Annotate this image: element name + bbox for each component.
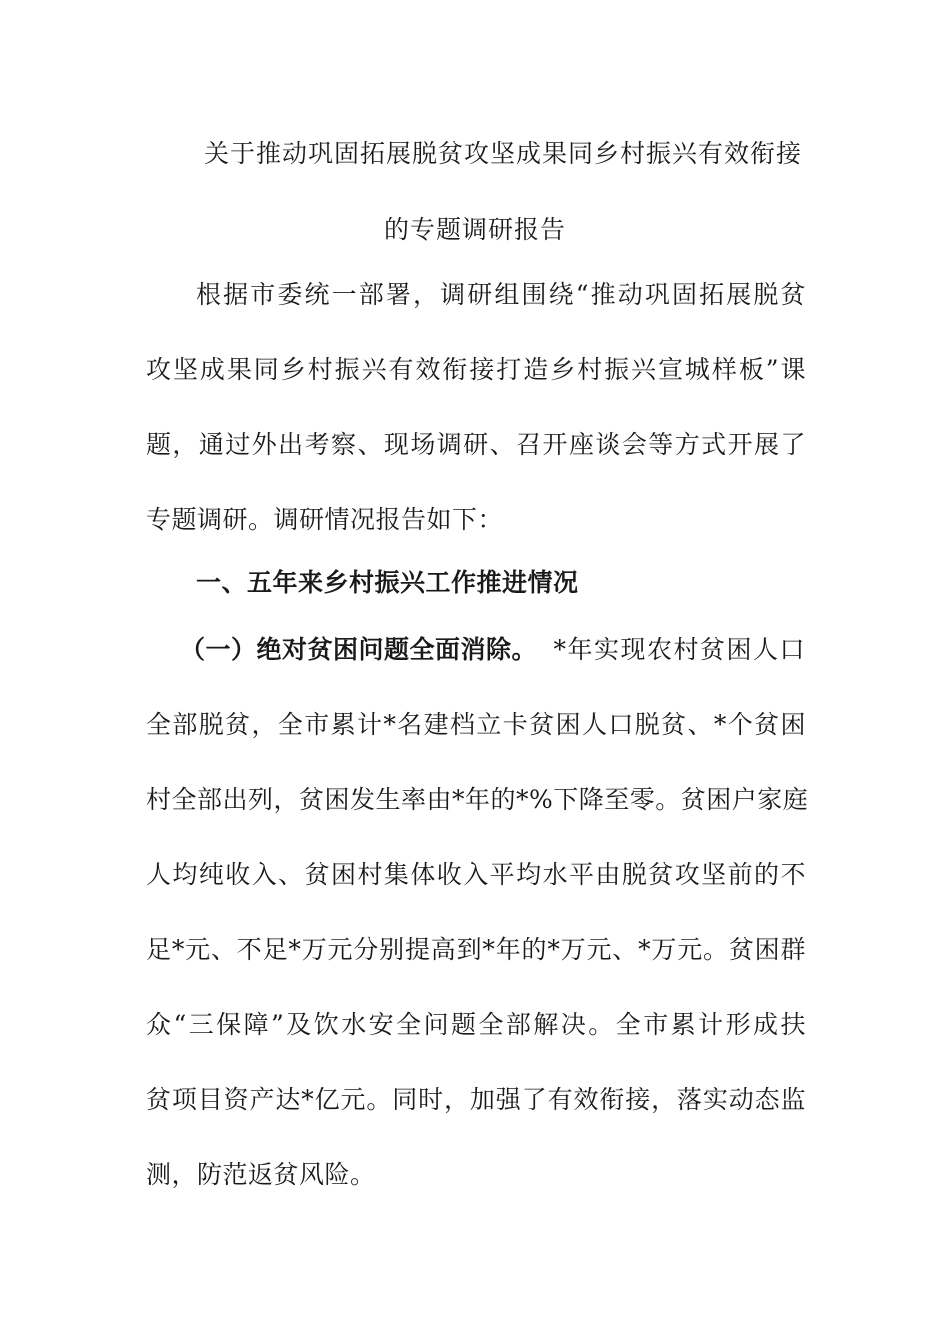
subsection-paragraph-line: 测，防范返贫风险。 — [146, 1160, 376, 1189]
intro-paragraph-line: 根据市委统一部署，调研组围绕“推动巩固拓展脱贫 — [196, 280, 806, 309]
document-title-line-2: 的专题调研报告 — [383, 215, 566, 244]
intro-paragraph-line: 题，通过外出考察、现场调研、召开座谈会等方式开展了 — [146, 430, 806, 459]
subsection-paragraph-line: 众“三保障”及饮水安全问题全部解决。全市累计形成扶 — [146, 1010, 806, 1039]
subsection-paragraph-line: 村全部出列，贫困发生率由*年的*%下降至零。贫困户家庭 — [146, 785, 809, 814]
subsection-line-start: *年实现农村贫困人口 — [553, 635, 806, 664]
document-title-line-1: 关于推动巩固拓展脱贫攻坚成果同乡村振兴有效衔接 — [203, 139, 802, 168]
section-heading: 一、五年来乡村振兴工作推进情况 — [196, 568, 579, 597]
subsection-first-line — [180, 630, 806, 666]
subsection-paragraph-line: 贫项目资产达*亿元。同时，加强了有效衔接，落实动态监 — [146, 1085, 806, 1114]
subsection-paragraph-line: 人均纯收入、贫困村集体收入平均水平由脱贫攻坚前的不 — [146, 860, 806, 889]
subsection-paragraph-line: 足*元、不足*万元分别提高到*年的*万元、*万元。贫困群 — [146, 935, 806, 964]
intro-paragraph-line: 专题调研。调研情况报告如下： — [146, 505, 504, 534]
subsection-lead: （一）绝对贫困问题全面消除。 — [180, 635, 538, 664]
intro-paragraph-line: 攻坚成果同乡村振兴有效衔接打造乡村振兴宣城样板”课 — [146, 355, 806, 384]
subsection-paragraph-line: 全部脱贫，全市累计*名建档立卡贫困人口脱贫、*个贫困 — [146, 710, 806, 739]
